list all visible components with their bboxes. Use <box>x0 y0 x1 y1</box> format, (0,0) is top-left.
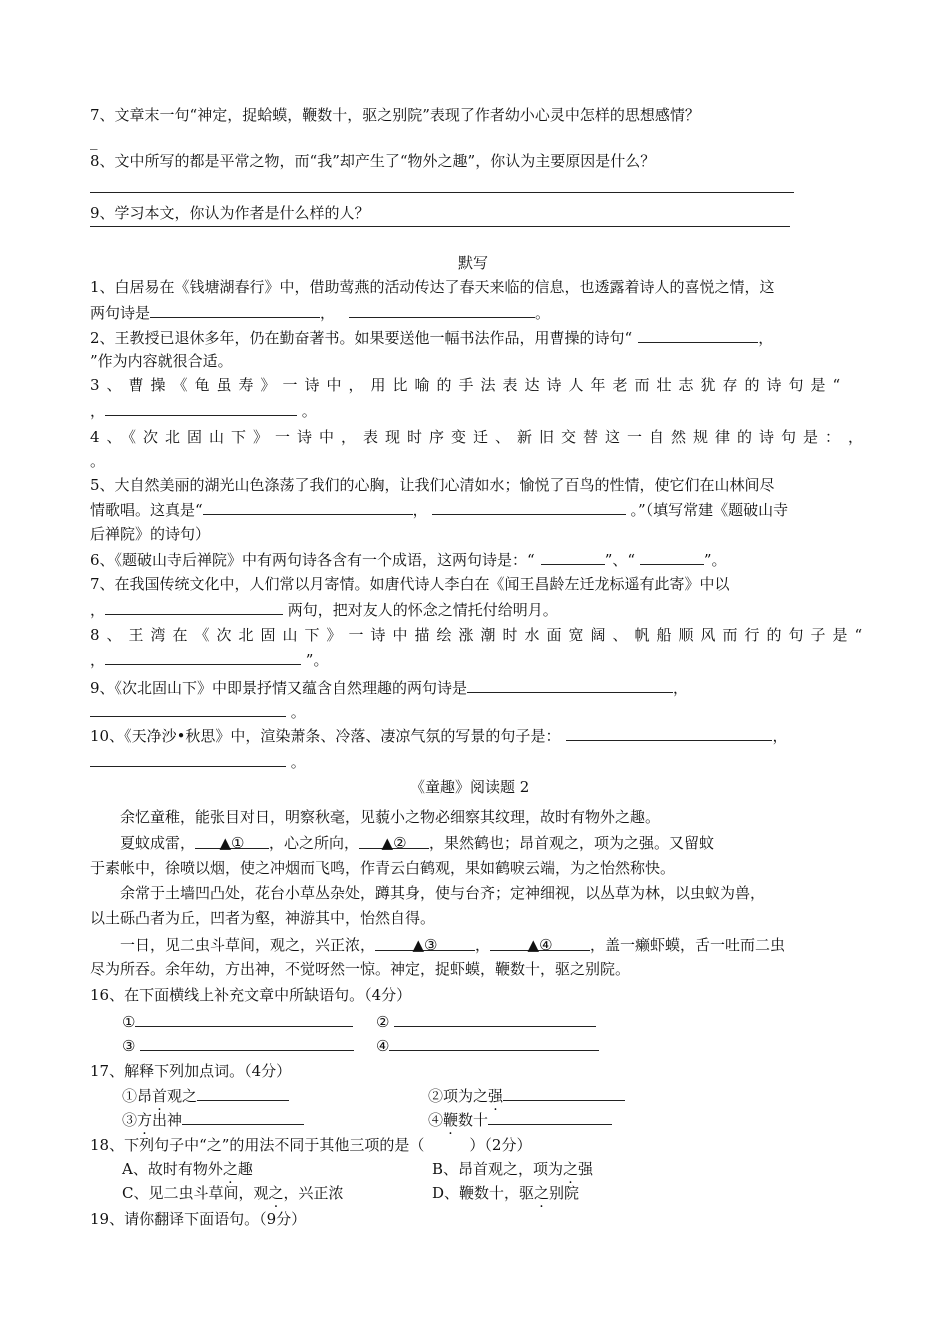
reading-p4-line1: 一日，见二虫斗草间，观之，兴正浓， ▲③ ， ▲④ ，盖一癞虾蟆，舌一吐而二虫 <box>120 936 786 954</box>
dictation-item-1-line1: 1、白居易在《钱塘湖春行》中，借助莺燕的活动传达了春天来临的信息，也透露着诗人的喜悦之情，这 <box>90 278 775 296</box>
dictation-title: 默写 <box>458 254 489 272</box>
dictation-item-9-line2: 。 <box>90 700 306 723</box>
question-9: 9、学习本文，你认为作者是什么样的人？ <box>90 204 370 222</box>
dictation-item-5-line2: 情歌唱。这真是“ ， 。”（填写常建《题破山寺 <box>90 498 788 521</box>
blank-marker-3: ▲③ <box>412 936 438 954</box>
reading-p4-line2: 尽为所吞。余年幼，方出神，不觉呀然一惊。神定，捉虾蟆，鞭数十，驱之别院。 <box>90 960 631 978</box>
blank-marker-2: ▲② <box>381 834 407 852</box>
answer-stub: _ <box>90 132 98 150</box>
dictation-item-4-line1: 4、《次北固山下》一诗中，表现时序变迁、新旧交替这一自然规律的诗句是： <box>90 428 848 446</box>
reading-p3-line2: 以土砾凸者为丘，凹者为壑，神游其中，怡然自得。 <box>90 909 436 927</box>
dictation-item-4-line2: 。 <box>90 452 106 470</box>
dictation-item-2-line1: 2、王教授已退休多年，仍在勤奋著书。如果要送他一幅书法作品，用曹操的诗句“ ， <box>90 326 773 349</box>
answer-line <box>90 192 794 193</box>
option-d: D、鞭数十，驱之别院 <box>432 1184 580 1202</box>
option-b: B、昂首观之，项为之强 <box>432 1160 594 1178</box>
option-a: A、故时有物外之趣 <box>122 1160 253 1178</box>
blank-marker-1: ▲① <box>219 834 245 852</box>
option-c: C、见二虫斗草间，观之，兴正浓 <box>122 1184 344 1202</box>
question-8: 8、文中所写的都是平常之物，而“我”却产生了“物外之趣”，你认为主要原因是什么？ <box>90 152 656 170</box>
dictation-item-5-line3: 后禅院》的诗句） <box>90 525 211 543</box>
dictation-item-2-line2: ”作为内容就很合适。 <box>90 352 233 370</box>
dictation-item-7-line2: ， 两句，把对友人的怀念之情托付给明月。 <box>90 598 558 621</box>
reading-p1: 余忆童稚，能张目对日，明察秋毫，见藐小之物必细察其纹理，故时有物外之趣。 <box>120 808 661 826</box>
question-17: 17、解释下列加点词。（4分） <box>90 1062 292 1080</box>
question-18: 18、下列句子中“之”的用法不同于其他三项的是（ ）（2分） <box>90 1136 532 1154</box>
dictation-item-3-line1: 3、曹操《龟虽寿》一诗中，用比喻的手法表达诗人年老而壮志犹存的诗句是“ <box>90 376 848 394</box>
dictation-item-8-line2: ， ”。 <box>90 648 328 671</box>
blank-marker-4: ▲④ <box>527 936 553 954</box>
dictation-item-8-line1: 8、王湾在《次北固山下》一诗中描绘涨潮时水面宽阔、帆船顺风而行的句子是“ <box>90 626 870 644</box>
word-4: ④鞭数十 <box>428 1108 612 1131</box>
dictation-item-1-line2: 两句诗是 ， 。 <box>90 301 550 324</box>
word-3: ③方出神 <box>122 1108 304 1131</box>
dictation-item-5-line1: 5、大自然美丽的湖光山色涤荡了我们的心胸，让我们心清如水；愉悦了百鸟的性情，使它们在山林间尽 <box>90 476 775 494</box>
dictation-item-9-line1: 9、《次北固山下》中即景抒情又蕴含自然理趣的两句诗是 ， <box>90 676 688 699</box>
dictation-item-7-line1: 7、在我国传统文化中，人们常以月寄情。如唐代诗人李白在《闻王昌龄左迁龙标遥有此寄》中以 <box>90 575 730 593</box>
word-1: ①昂首观之 <box>122 1084 289 1107</box>
word-2: ②项为之强 <box>428 1084 625 1107</box>
dictation-item-3-line2: ， 。 <box>90 399 317 422</box>
fill-4: ④ <box>376 1034 599 1057</box>
fill-3: ③ <box>122 1034 354 1057</box>
fill-1: ① <box>122 1010 353 1033</box>
reading-p3-line1: 余常于土墙凹凸处，花台小草丛杂处，蹲其身，使与台齐；定神细视，以丛草为林，以虫蚁为兽， <box>120 884 766 902</box>
reading-p2-line2: 于素帐中，徐喷以烟，使之冲烟而飞鸣，作青云白鹤观，果如鹤唳云端，为之怡然称快。 <box>90 859 676 877</box>
fill-2: ② <box>376 1010 596 1033</box>
reading-p2-line1: 夏蚊成雷， ▲① ，心之所向， ▲② ，果然鹤也；昂首观之，项为之强。又留蚊 <box>120 834 715 852</box>
dictation-item-10-line2: 。 <box>90 750 306 773</box>
question-19: 19、请你翻译下面语句。（9分） <box>90 1210 307 1228</box>
dictation-item-6: 6、《题破山寺后禅院》中有两句诗各含有一个成语，这两句诗是：“ ”、“ ”。 <box>90 548 727 571</box>
question-7: 7、文章末一句“神定，捉蛤蟆，鞭数十，驱之别院”表现了作者幼小心灵中怎样的思想感情？ <box>90 106 700 124</box>
comma: ， <box>848 428 864 446</box>
dictation-item-10-line1: 10、《天净沙•秋思》中，渲染萧条、冷落、凄凉气氛的写景的句子是： ， <box>90 724 787 747</box>
question-16: 16、在下面横线上补充文章中所缺语句。（4分） <box>90 986 412 1004</box>
answer-line <box>90 226 790 227</box>
reading-title: 《童趣》阅读题 2 <box>410 778 530 796</box>
